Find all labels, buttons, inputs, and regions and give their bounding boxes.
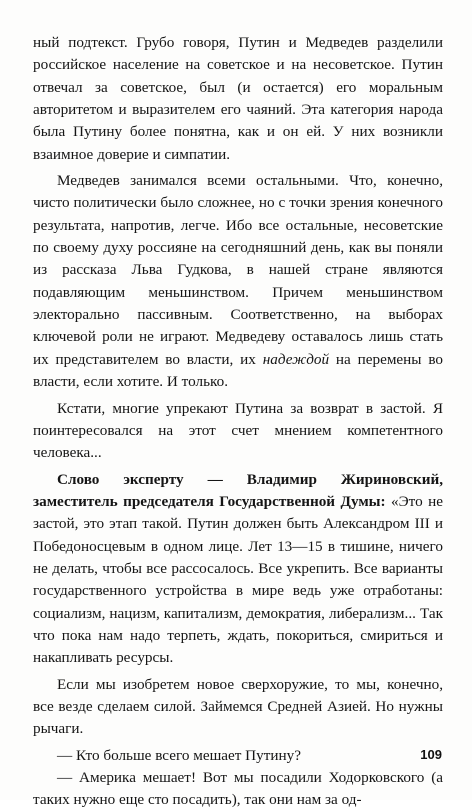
paragraph-3: Кстати, многие упрекают Путина за возврат в застой. Я поинтересовался на этот счет мнением компетентного человека... xyxy=(33,399,443,462)
paragraph-2-part-a: Медведев занимался всеми остальными. Что, конечно, чисто политически было сложнее, но с точки зрения конечного результата, напротив, легче. Ибо все остальные, несоветские по своему духу россияне на сегодняшний день, как вы поняли из рассказа Льва Гудкова, в нашей стране являются подавляющим меньшинством. Причем меньшинством электорально пассивным. Соответственно, на выборах ключевой роли не играют. Медведеву оставалось лишь стать их представителем во власти, их xyxy=(33,172,443,368)
paragraph-1: ный подтекст. Грубо говоря, Путин и Медведев разделили российское население на советское и на несоветское. Путин отвечал за советское, был (и остается) его моральным авторитетом и выразителем его чаяний. Эта категория народа была Путину более понятна, как и он ей. У них возникли взаимное доверие и симпатии. xyxy=(33,34,443,163)
body-text xyxy=(33,32,443,812)
paragraph-2 xyxy=(33,170,443,393)
expert-quote: «Это не застой, это этап такой. Путин должен быть Александром III и Победоносцевым в одном лице. Лет 13—15 в тишине, ничего не делать, чтобы все рассосалось. Все укрепить. Все варианты государственного устройства в мире ведь уже отработаны: социализм, нацизм, капитализм, демократия, либерализм... Так что пока нам надо терпеть, ждать, покориться, смириться и накапливать ресурсы. xyxy=(33,492,443,667)
dialog-question: — Кто больше всего мешает Путину? xyxy=(57,746,301,764)
dialog-answer: — Америка мешает! Вот мы посадили Ходорковского (а таких нужно еще сто посадить), так они нам за од- xyxy=(33,769,443,809)
emphasis-hope: надеждой xyxy=(262,350,330,368)
paragraph-2-part-b: на перемены во власти, если хотите. И только. xyxy=(33,350,443,391)
page-number: 109 xyxy=(420,747,442,762)
paragraph-5: Если мы изобретем новое сверхоружие, то мы, конечно, все везде сделаем силой. Займемся Средней Азией. Но нужны рычаги. xyxy=(33,675,443,738)
expert-intro: Слово эксперту — Владимир Жириновский, заместитель председателя Государственной Думы: xyxy=(33,470,443,510)
paragraph-4 xyxy=(33,469,443,670)
